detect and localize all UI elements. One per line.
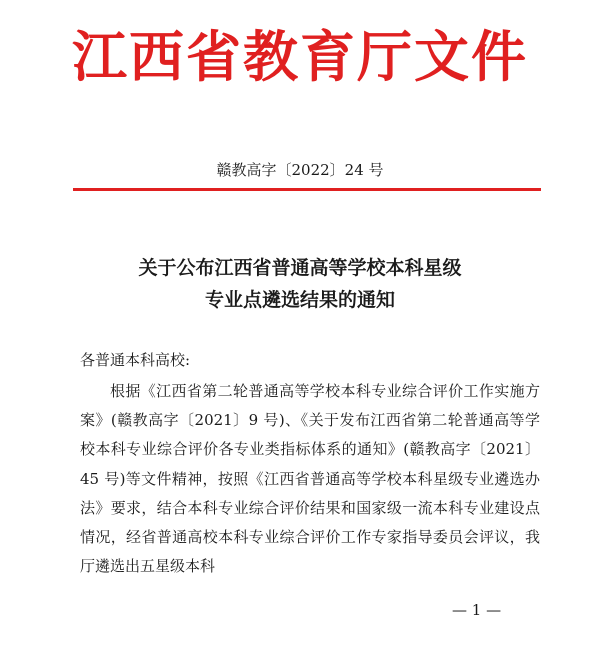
notice-body xyxy=(80,377,540,581)
body-paragraph: 根据《江西省第二轮普通高等学校本科专业综合评价工作实施方案》(赣教高字〔2021〕9 号)、《关于发布江西省第二轮普通高等学校本科专业综合评价各专业类指标体系的通知》(赣教高字〔2021〕45 号)等文件精神，按照《江西省普通高等学校本科星级专业遴选办法》要求，结合本科专业综合评价结果和国家级一流本科专业建设点情况，经省普通高校本科专业综合评价工作专家指导委员会评议，我厅遴选出五星级本科 xyxy=(80,382,540,576)
document-number: 赣教高字〔2022〕24 号 xyxy=(216,161,384,179)
salutation: 各普通本科高校: xyxy=(80,351,191,369)
issuer-masthead: 江西省教育厅文件 xyxy=(71,24,528,89)
page-number: — 1 — xyxy=(452,601,502,619)
notice-title-line-2: 专业点遴选结果的通知 xyxy=(204,289,395,311)
red-divider-line xyxy=(73,188,541,191)
notice-title-line-1: 关于公布江西省普通高等学校本科星级 xyxy=(138,257,462,279)
notice-title xyxy=(0,252,600,316)
